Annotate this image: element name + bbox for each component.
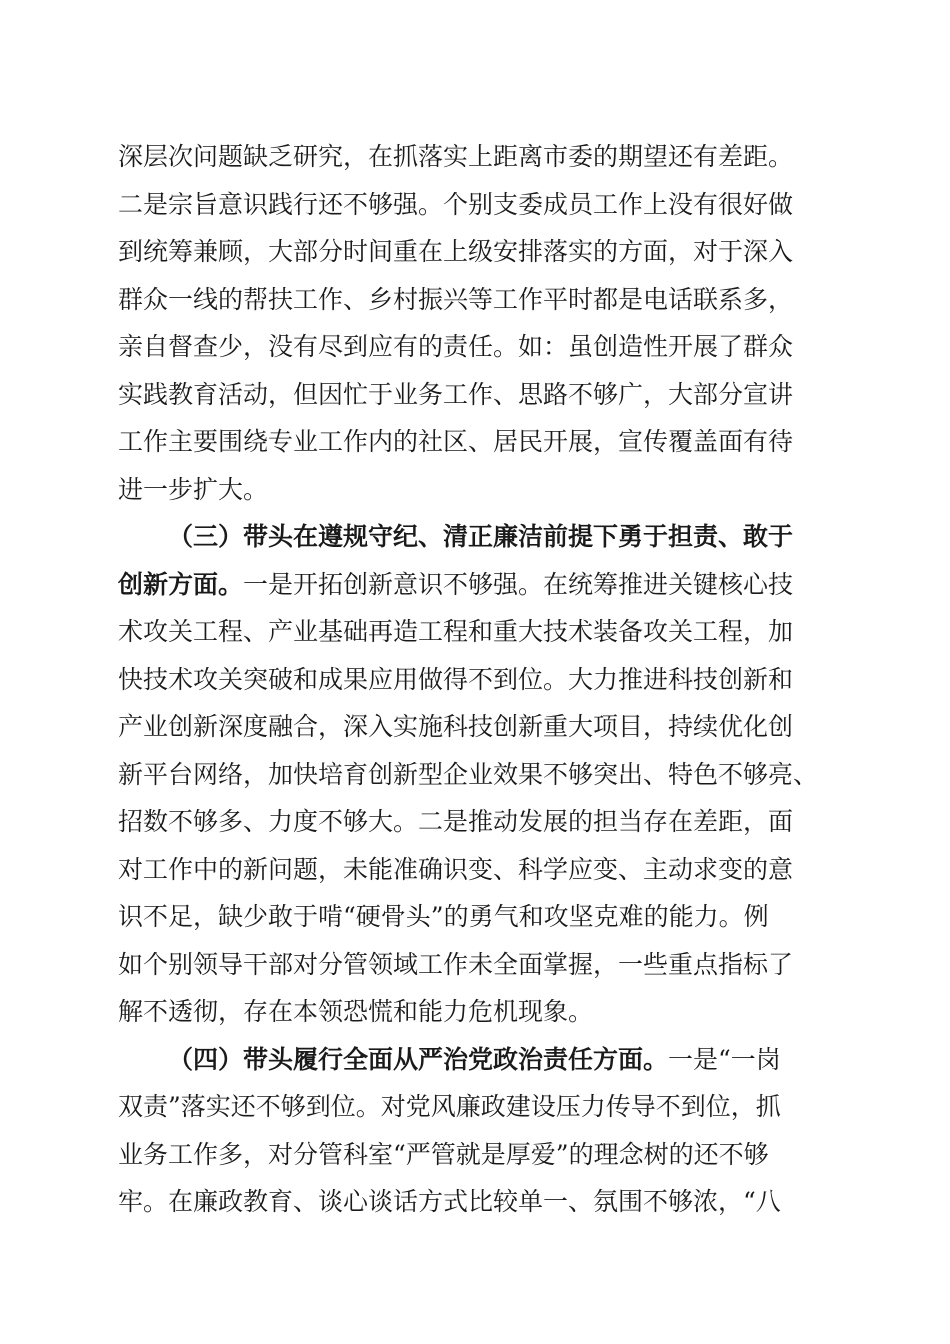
text-line [118, 850, 833, 890]
text-segment: 深层次问题缺乏研究，在抓落实上距离市委的期望还有差距。 [118, 142, 794, 171]
text-line [118, 232, 833, 272]
text-line [118, 565, 833, 605]
text-line [118, 660, 833, 700]
text-segment: 识不足，缺少敢于啃“硬骨头”的勇气和攻坚克难的能力。例 [118, 902, 769, 931]
text-line [118, 992, 833, 1032]
text-segment: 快技术攻关突破和成果应用做得不到位。大力推进科技创新和 [118, 665, 794, 694]
text-line [118, 375, 833, 415]
text-segment: 工作主要围绕专业工作内的社区、居民开展，宣传覆盖面有待 [118, 427, 794, 456]
text-segment: 新平台网络，加快培育创新型企业效果不够突出、特色不够亮、 [118, 760, 819, 789]
text-line [118, 1087, 833, 1127]
text-segment: 双责”落实还不够到位。对党风廉政建设压力传导不到位，抓 [118, 1092, 781, 1121]
section-heading: 创新方面。 [118, 570, 244, 599]
text-segment: 亲自督查少，没有尽到应有的责任。如：虽创造性开展了群众 [118, 332, 794, 361]
text-segment: 对工作中的新问题，未能准确识变、科学应变、主动求变的意 [118, 855, 794, 884]
text-segment: 解不透彻，存在本领恐慌和能力危机现象。 [118, 997, 594, 1026]
text-segment: 个别支委成员工作上没有很好做 [443, 190, 794, 219]
text-line [118, 802, 833, 842]
text-segment: 业务工作多，对分管科室“严管就是厚爱”的理念树的还不够 [118, 1140, 769, 1169]
text-line [118, 1135, 833, 1175]
text-line [118, 470, 833, 510]
text-line [118, 137, 833, 177]
text-line [118, 707, 833, 747]
text-line [118, 897, 833, 937]
section-heading: （四）带头履行全面从严治党政治责任方面。 [168, 1045, 669, 1074]
section-heading-line [168, 1040, 833, 1080]
text-line [118, 327, 833, 367]
text-line [118, 612, 833, 652]
text-segment: 实践教育活动，但因忙于业务工作、思路不够广，大部分宣讲 [118, 380, 794, 409]
text-line [118, 280, 833, 320]
text-segment: 到统筹兼顾，大部分时间重在上级安排落实的方面，对于深入 [118, 237, 794, 266]
text-segment: 术攻关工程、产业基础再造工程和重大技术装备攻关工程，加 [118, 617, 794, 646]
document-page [118, 0, 833, 1344]
text-line [118, 945, 833, 985]
text-segment: 二是宗旨意识践行还不够强。 [118, 190, 444, 219]
text-line [118, 422, 833, 462]
text-segment: 牢。在廉政教育、谈心谈话方式比较单一、氛围不够浓，“八 [118, 1187, 781, 1216]
section-heading-line [168, 517, 833, 557]
text-segment: 产业创新深度融合，深入实施科技创新重大项目，持续优化创 [118, 712, 794, 741]
section-heading: （三）带头在遵规守纪、清正廉洁前提下勇于担责、敢于 [168, 522, 794, 551]
text-segment: 如个别领导干部对分管领域工作未全面掌握，一些重点指标了 [118, 950, 794, 979]
text-line [118, 185, 833, 225]
text-segment: 一是“一岗 [668, 1045, 781, 1074]
text-segment: 一是开拓创新意识不够强。在统筹推进关键核心技 [243, 570, 794, 599]
text-segment: 进一步扩大。 [118, 475, 269, 504]
text-line [118, 1182, 833, 1222]
text-line [118, 755, 833, 795]
text-segment: 招数不够多、力度不够大。二是推动发展的担当存在差距，面 [118, 807, 794, 836]
text-segment: 群众一线的帮扶工作、乡村振兴等工作平时都是电话联系多， [118, 285, 794, 314]
